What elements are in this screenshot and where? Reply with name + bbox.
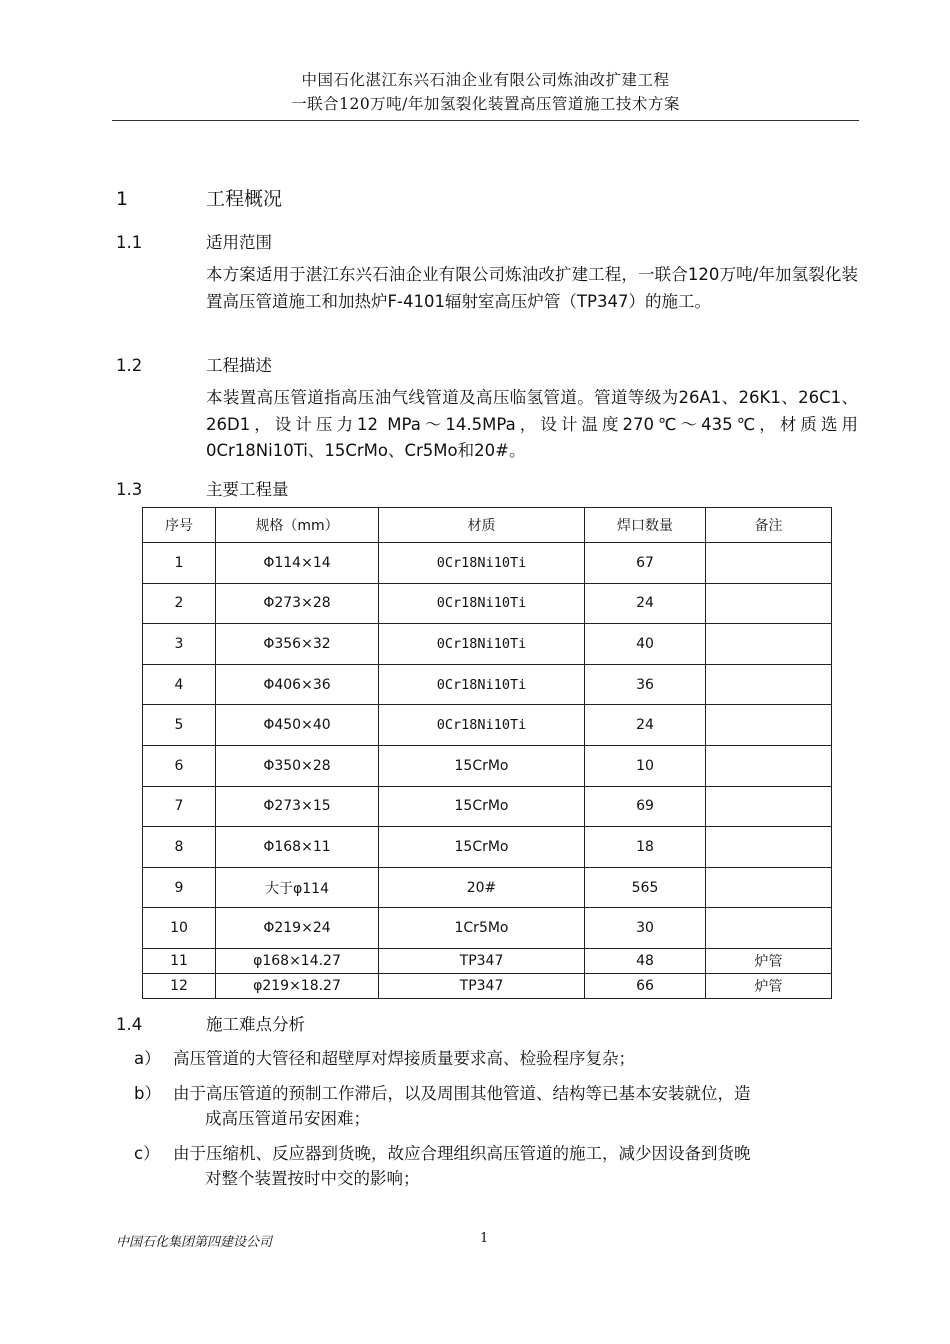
table-cell: 10 bbox=[585, 745, 706, 786]
table-cell: 1 bbox=[143, 543, 216, 584]
table-cell: 15CrMo bbox=[379, 786, 585, 827]
section-number: 1.3 bbox=[116, 480, 143, 499]
list-item-text: 由于压缩机、反应器到货晚，故应合理组织高压管道的施工，减少因设备到货晚 bbox=[173, 1144, 751, 1163]
table-row bbox=[143, 973, 832, 998]
column-header: 序号 bbox=[143, 508, 216, 543]
table-cell: 3 bbox=[143, 624, 216, 665]
table-cell: TP347 bbox=[379, 973, 585, 998]
column-header: 规格（mm） bbox=[216, 508, 379, 543]
table-cell: 6 bbox=[143, 745, 216, 786]
page-header bbox=[112, 68, 859, 116]
column-header: 材质 bbox=[379, 508, 585, 543]
header-rule bbox=[112, 120, 859, 121]
list-item-text: 由于高压管道的预制工作滞后，以及周围其他管道、结构等已基本安装就位，造 bbox=[173, 1084, 751, 1103]
table-cell: Φ219×24 bbox=[216, 908, 379, 949]
table-cell: 67 bbox=[585, 543, 706, 584]
table-cell: 11 bbox=[143, 948, 216, 973]
table-cell: 66 bbox=[585, 973, 706, 998]
table-header-row bbox=[143, 508, 832, 543]
table-row bbox=[143, 867, 832, 908]
list-marker: b） bbox=[134, 1084, 161, 1103]
table-cell: 8 bbox=[143, 827, 216, 868]
table-cell: 大于φ114 bbox=[216, 867, 379, 908]
table-row bbox=[143, 948, 832, 973]
column-header: 焊口数量 bbox=[585, 508, 706, 543]
table-cell: 9 bbox=[143, 867, 216, 908]
table-row bbox=[143, 786, 832, 827]
quantity-table bbox=[142, 507, 832, 999]
table-cell: 0Cr18Ni10Ti bbox=[379, 624, 585, 665]
table-cell: 36 bbox=[585, 664, 706, 705]
table-cell: 1Cr5Mo bbox=[379, 908, 585, 949]
table-cell bbox=[706, 664, 832, 705]
table-cell bbox=[706, 745, 832, 786]
table-row bbox=[143, 827, 832, 868]
table-cell: 0Cr18Ni10Ti bbox=[379, 664, 585, 705]
section-number: 1.4 bbox=[116, 1015, 143, 1034]
table-cell: φ168×14.27 bbox=[216, 948, 379, 973]
table-cell: Φ406×36 bbox=[216, 664, 379, 705]
table-cell: 48 bbox=[585, 948, 706, 973]
table-row bbox=[143, 583, 832, 624]
table-cell: Φ356×32 bbox=[216, 624, 379, 665]
table-cell: 565 bbox=[585, 867, 706, 908]
table-row bbox=[143, 624, 832, 665]
list-marker: c） bbox=[134, 1144, 160, 1163]
table-cell: 10 bbox=[143, 908, 216, 949]
table-row bbox=[143, 745, 832, 786]
table-cell: 7 bbox=[143, 786, 216, 827]
scope-paragraph: 本方案适用于湛江东兴石油企业有限公司炼油改扩建工程，一联合120万吨/年加氢裂化装置高压管道施工和加热炉F-4101辐射室高压炉管（TP347）的施工。 bbox=[206, 265, 858, 311]
list-item-continuation: 成高压管道吊安困难； bbox=[205, 1109, 370, 1128]
table-cell: 24 bbox=[585, 583, 706, 624]
table-row bbox=[143, 543, 832, 584]
list-marker: a） bbox=[134, 1049, 161, 1068]
section-title: 工程概况 bbox=[206, 188, 283, 210]
column-header: 备注 bbox=[706, 508, 832, 543]
section-title: 施工难点分析 bbox=[206, 1015, 305, 1034]
table-cell: 2 bbox=[143, 583, 216, 624]
table-cell: 12 bbox=[143, 973, 216, 998]
table-cell: Φ450×40 bbox=[216, 705, 379, 746]
section-number: 1.2 bbox=[116, 356, 143, 375]
table-cell: 40 bbox=[585, 624, 706, 665]
table-cell: Φ168×11 bbox=[216, 827, 379, 868]
table-row bbox=[143, 908, 832, 949]
table-cell bbox=[706, 867, 832, 908]
section-number: 1 bbox=[116, 188, 129, 210]
header-line-1: 中国石化湛江东兴石油企业有限公司炼油改扩建工程 bbox=[301, 71, 670, 89]
list-item-continuation: 对整个装置按时中交的影响； bbox=[205, 1169, 420, 1188]
table-cell bbox=[706, 583, 832, 624]
description-paragraph: 本装置高压管道指高压油气线管道及高压临氢管道。管道等级为26A1、26K1、26C1、26D1，设计压力12 MPa～14.5MPa，设计温度270℃～435℃，材质选用0Cr18Ni10Ti、15CrMo、Cr5Mo和20#。 bbox=[206, 388, 858, 460]
list-item-text: 高压管道的大管径和超壁厚对焊接质量要求高、检验程序复杂； bbox=[173, 1049, 635, 1068]
table-cell: 4 bbox=[143, 664, 216, 705]
table-cell: 30 bbox=[585, 908, 706, 949]
table-cell: Φ350×28 bbox=[216, 745, 379, 786]
section-title: 工程描述 bbox=[206, 356, 272, 375]
table-cell: 0Cr18Ni10Ti bbox=[379, 583, 585, 624]
table-cell bbox=[706, 543, 832, 584]
table-cell bbox=[706, 624, 832, 665]
table-cell bbox=[706, 705, 832, 746]
header-line-2: 一联合120万吨/年加氢裂化装置高压管道施工技术方案 bbox=[291, 95, 680, 113]
table-cell: Φ114×14 bbox=[216, 543, 379, 584]
table-row bbox=[143, 664, 832, 705]
table-cell: 0Cr18Ni10Ti bbox=[379, 543, 585, 584]
table-cell bbox=[706, 786, 832, 827]
table-cell bbox=[706, 908, 832, 949]
table-cell: Φ273×15 bbox=[216, 786, 379, 827]
page-number: 1 bbox=[480, 1231, 489, 1246]
table-cell: 69 bbox=[585, 786, 706, 827]
table-cell: Φ273×28 bbox=[216, 583, 379, 624]
section-title: 主要工程量 bbox=[206, 480, 289, 499]
table-cell: 15CrMo bbox=[379, 827, 585, 868]
table-cell: 20# bbox=[379, 867, 585, 908]
table-cell: TP347 bbox=[379, 948, 585, 973]
table-cell: 18 bbox=[585, 827, 706, 868]
table-cell: φ219×18.27 bbox=[216, 973, 379, 998]
section-title: 适用范围 bbox=[206, 233, 272, 252]
footer-company: 中国石化集团第四建设公司 bbox=[116, 1235, 273, 1250]
table-cell: 15CrMo bbox=[379, 745, 585, 786]
table-cell: 0Cr18Ni10Ti bbox=[379, 705, 585, 746]
table-cell: 炉管 bbox=[706, 948, 832, 973]
table-cell: 炉管 bbox=[706, 973, 832, 998]
section-number: 1.1 bbox=[116, 233, 143, 252]
table-cell: 5 bbox=[143, 705, 216, 746]
table-cell: 24 bbox=[585, 705, 706, 746]
table-cell bbox=[706, 827, 832, 868]
table-row bbox=[143, 705, 832, 746]
